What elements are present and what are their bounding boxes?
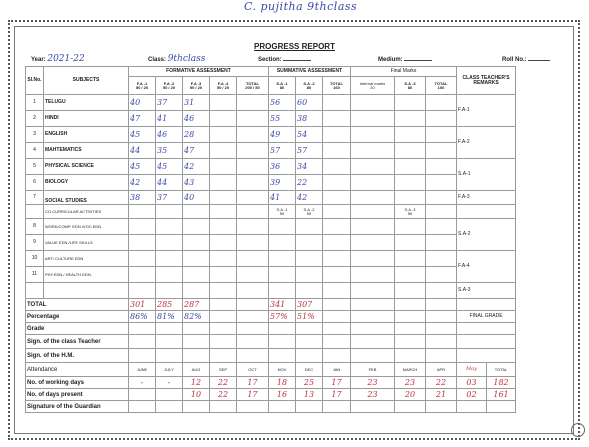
- co-sa3-header: S.A -3: [404, 206, 416, 212]
- fa3-mark: 31: [183, 95, 210, 111]
- sa-total-scale: 160: [333, 84, 340, 90]
- fa1-scale: 50 / 20: [135, 84, 149, 90]
- present-days-value: [156, 389, 183, 401]
- co-sa2-header: S.A -2: [303, 206, 315, 212]
- sign-teacher-row: [26, 335, 570, 349]
- subject-no: 7: [26, 191, 44, 205]
- subject-row: [26, 159, 570, 175]
- final-total-header: TOTAL: [434, 80, 448, 86]
- sa1-mark: 57: [269, 143, 296, 159]
- month-jan: JAN: [323, 363, 351, 377]
- sign-teacher-label: Sign. of the class Teacher: [26, 335, 129, 349]
- attendance-label: Attendance: [26, 363, 129, 377]
- subject-name: TELUGU: [44, 95, 129, 111]
- month-july: JULY: [156, 363, 183, 377]
- sa-total-header: TOTAL: [330, 80, 343, 86]
- subjects-header: SUBJECTS: [44, 67, 129, 95]
- subject-no: 5: [26, 159, 44, 175]
- fa1-header: F.A -1: [136, 80, 148, 86]
- sa2-total: 307: [296, 299, 323, 311]
- fa2-total: 285: [156, 299, 183, 311]
- fa2-mark: 37: [156, 191, 183, 205]
- total-row: [26, 299, 570, 311]
- working-days-row: [26, 377, 570, 389]
- fa1-mark: 38: [129, 191, 156, 205]
- activity-name: VALUE EDN./LIFE SKILLS: [44, 235, 129, 251]
- working-days-value: 12: [183, 377, 210, 389]
- working-days-value: 03: [457, 377, 487, 389]
- fa1-mark: 40: [129, 95, 156, 111]
- working-days-label: No. of working days: [26, 377, 129, 389]
- present-days-value: [129, 389, 156, 401]
- fa1-percent: 86%: [129, 311, 156, 323]
- corner-seal-icon: [571, 423, 585, 437]
- subject-name: PHYSICAL SCIENCE: [44, 159, 129, 175]
- working-days-value: 25: [296, 377, 323, 389]
- sa2-header: S.A -2: [303, 80, 315, 86]
- final-total-scale: 100: [437, 84, 445, 90]
- activity-no: 8: [26, 219, 44, 235]
- page-title: PROGRESS REPORT: [254, 42, 335, 51]
- attendance-header-row: [26, 363, 570, 377]
- present-days-value: 10: [183, 389, 210, 401]
- present-days-value: 23: [351, 389, 395, 401]
- present-days-value: 21: [426, 389, 457, 401]
- sa1-mark: 49: [269, 127, 296, 143]
- activity-name: PHY.EDN./ HEALTH EDN.: [44, 267, 129, 283]
- month-sep: SEP: [210, 363, 237, 377]
- formative-header: FORMATIVE ASSESSMENT: [129, 67, 269, 77]
- slno-header: Sl.No.: [26, 67, 44, 95]
- sa2-mark: 38: [296, 111, 323, 127]
- sa1-mark: 56: [269, 95, 296, 111]
- remark-label: F.A-3: [457, 191, 516, 205]
- fa-total-scale: 200 / 50: [245, 84, 260, 90]
- sa2-mark: 22: [296, 175, 323, 191]
- remark-label: F.A-4: [457, 251, 516, 283]
- fa2-mark: 41: [156, 111, 183, 127]
- working-days-value: -: [156, 377, 183, 389]
- fa-total-header: TOTAL: [246, 80, 259, 86]
- sa1-header: S.A -1: [276, 80, 288, 86]
- present-days-row: [26, 389, 570, 401]
- co-sa2-scale: 50: [306, 210, 312, 216]
- fa3-mark: 43: [183, 175, 210, 191]
- present-days-value: 17: [323, 389, 351, 401]
- sa2-percent: 51%: [296, 311, 323, 323]
- sa2-mark: 60: [296, 95, 323, 111]
- subject-name: ENGLISH: [44, 127, 129, 143]
- attendance-total-header: TOTAL: [487, 363, 516, 377]
- fa1-mark: 45: [129, 127, 156, 143]
- present-days-value: 20: [395, 389, 426, 401]
- sa3-scale: 80: [407, 84, 413, 90]
- subject-no: 4: [26, 143, 44, 159]
- month-june: JUNE: [129, 363, 156, 377]
- present-days-value: 02: [457, 389, 487, 401]
- month-may-note: May: [457, 363, 487, 377]
- sa2-mark: 34: [296, 159, 323, 175]
- working-days-value: 17: [323, 377, 351, 389]
- fa3-mark: 40: [183, 191, 210, 205]
- activity-row: [26, 219, 570, 235]
- fa3-mark: 28: [183, 127, 210, 143]
- subject-no: 3: [26, 127, 44, 143]
- present-days-label: No. of days present: [26, 389, 129, 401]
- subject-no: 6: [26, 175, 44, 191]
- fa1-mark: 45: [129, 159, 156, 175]
- final-grade-label: FINAL GRADE: [457, 311, 516, 323]
- remark-label: S.A-2: [457, 219, 516, 251]
- fa2-mark: 46: [156, 127, 183, 143]
- subject-no: 1: [26, 95, 44, 111]
- fa1-mark: 47: [129, 111, 156, 127]
- total-label: TOTAL: [26, 299, 129, 311]
- cocurricular-heading-row: [26, 205, 570, 219]
- working-days-value: 22: [426, 377, 457, 389]
- fa2-mark: 37: [156, 95, 183, 111]
- handwritten-student-name: C. pujitha 9thclass: [244, 0, 358, 13]
- medium-field: Medium:: [378, 54, 432, 63]
- sa2-scale: 80: [306, 84, 312, 90]
- working-days-value: 17: [237, 377, 269, 389]
- grade-row: [26, 323, 570, 335]
- internal-marks-scale: 20: [370, 84, 375, 90]
- remark-label: F.A-2: [457, 127, 516, 159]
- summative-header: SUMMATIVE ASSESSMENT: [269, 67, 351, 77]
- month-dec: DEC: [296, 363, 323, 377]
- working-days-value: 22: [210, 377, 237, 389]
- subject-row: [26, 127, 570, 143]
- subject-name: HINDI: [44, 111, 129, 127]
- activity-name: WORK/COMP. EDN./VOC.EDN: [44, 219, 129, 235]
- activity-no: 11: [26, 267, 44, 283]
- fa1-total: 301: [129, 299, 156, 311]
- remark-label: S.A-1: [457, 159, 516, 191]
- subject-no: 2: [26, 111, 44, 127]
- present-days-value: 13: [296, 389, 323, 401]
- progress-table: [25, 66, 570, 413]
- sa2-mark: 42: [296, 191, 323, 205]
- sa1-mark: 41: [269, 191, 296, 205]
- co-sa1-scale: 50: [279, 210, 285, 216]
- percentage-row: [26, 311, 570, 323]
- sa2-mark: 54: [296, 127, 323, 143]
- working-days-value: 23: [395, 377, 426, 389]
- subject-name: SOCIAL STUDIES: [44, 191, 129, 205]
- remarks-header: CLASS TEACHER'S REMARKS: [457, 67, 516, 95]
- guardian-signature-row: [26, 401, 570, 413]
- fa2-mark: 44: [156, 175, 183, 191]
- sign-hm-row: [26, 349, 570, 363]
- fa2-mark: 45: [156, 159, 183, 175]
- sa1-total: 341: [269, 299, 296, 311]
- present-days-value: 17: [237, 389, 269, 401]
- remark-label: S.A-3: [457, 283, 516, 299]
- spacer-row: [26, 283, 570, 299]
- subject-row: [26, 95, 570, 111]
- sa1-mark: 39: [269, 175, 296, 191]
- internal-marks-header: Internal marks: [359, 80, 386, 86]
- fa2-mark: 35: [156, 143, 183, 159]
- fa2-scale: 50 / 20: [162, 84, 176, 90]
- subject-name: BIOLOGY: [44, 175, 129, 191]
- fa3-mark: 42: [183, 159, 210, 175]
- fa3-mark: 46: [183, 111, 210, 127]
- activity-row: [26, 251, 570, 267]
- year-field: Year: 2021-22: [31, 54, 85, 64]
- month-aug: AUG: [183, 363, 210, 377]
- fa4-scale: 50 / 20: [216, 84, 230, 90]
- sign-hm-label: Sign. of the H.M.: [26, 349, 129, 363]
- cocurricular-label: CO-CURRICULAR ACTIVITIES: [44, 205, 129, 219]
- month-apr: APR: [426, 363, 457, 377]
- working-days-value: -: [129, 377, 156, 389]
- co-sa1-header: S.A -1: [276, 206, 288, 212]
- remark-label: F.A-1: [457, 95, 516, 127]
- roll-no-field: Roll No.:: [502, 54, 550, 63]
- fa2-percent: 81%: [156, 311, 183, 323]
- class-field: Class: 9thclass: [148, 54, 206, 64]
- sa1-percent: 57%: [269, 311, 296, 323]
- month-nov: NOV: [269, 363, 296, 377]
- co-sa3-scale: 50: [407, 210, 413, 216]
- final-marks-header: Final Marks: [351, 67, 457, 77]
- activity-name: ART/ CULTURE EDN: [44, 251, 129, 267]
- subject-name: MAHTEMATICS: [44, 143, 129, 159]
- fa3-scale: 50 / 20: [189, 84, 203, 90]
- fa3-percent: 82%: [183, 311, 210, 323]
- working-days-value: 23: [351, 377, 395, 389]
- sa2-mark: 57: [296, 143, 323, 159]
- present-days-value: 22: [210, 389, 237, 401]
- fa1-mark: 42: [129, 175, 156, 191]
- activity-no: 10: [26, 251, 44, 267]
- month-march: MARCH: [395, 363, 426, 377]
- fa3-total: 287: [183, 299, 210, 311]
- fa1-mark: 44: [129, 143, 156, 159]
- grade-label: Grade: [26, 323, 129, 335]
- subject-row: [26, 191, 570, 205]
- working-days-value: 18: [269, 377, 296, 389]
- sa1-mark: 55: [269, 111, 296, 127]
- present-days-total: 161: [487, 389, 516, 401]
- section-field: Section:: [258, 54, 311, 63]
- guardian-signature-label: Signature of the Guardian: [26, 401, 129, 413]
- working-days-total: 182: [487, 377, 516, 389]
- present-days-value: 16: [269, 389, 296, 401]
- fa2-header: F.A -2: [163, 80, 175, 86]
- sa3-header: S.A -3: [404, 80, 416, 86]
- sa1-scale: 80: [279, 84, 285, 90]
- fa3-mark: 47: [183, 143, 210, 159]
- percentage-label: Percentage: [26, 311, 129, 323]
- month-oct: OCT: [237, 363, 269, 377]
- activity-no: 9: [26, 235, 44, 251]
- month-feb: FEB: [351, 363, 395, 377]
- sa1-mark: 36: [269, 159, 296, 175]
- fa4-header: F.A -4: [217, 80, 229, 86]
- fa3-header: F.A -3: [190, 80, 202, 86]
